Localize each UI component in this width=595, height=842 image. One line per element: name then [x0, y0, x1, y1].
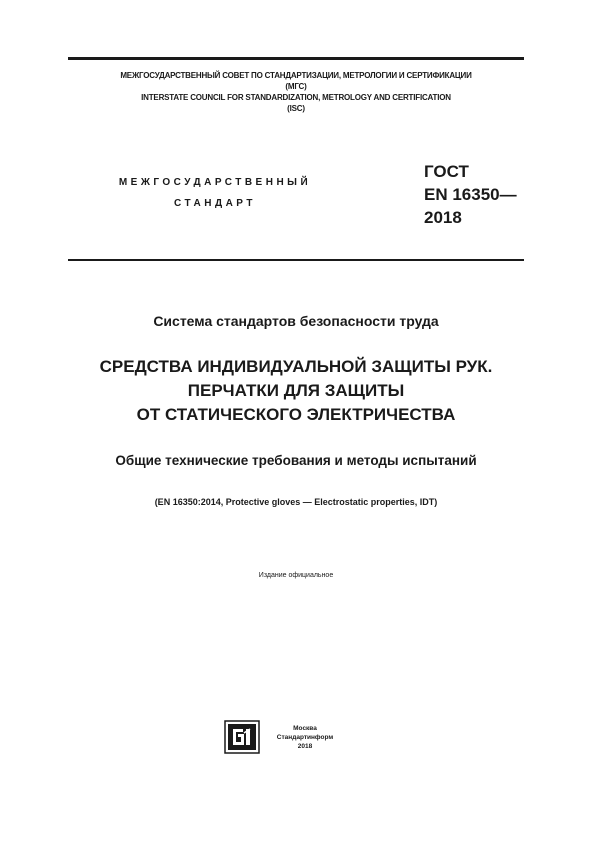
standard-type [100, 172, 330, 214]
main-title-line1: СРЕДСТВА ИНДИВИДУАЛЬНОЙ ЗАЩИТЫ РУК. [99, 357, 493, 376]
standard-designation [424, 160, 517, 229]
standartinform-logo-icon [224, 720, 260, 754]
designation-line1: ГОСТ [424, 162, 469, 181]
main-title [40, 355, 552, 427]
imprint [273, 724, 337, 751]
council-name-en: INTERSTATE COUNCIL FOR STANDARDIZATION, METROLOGY AND CERTIFICATION [141, 93, 451, 102]
main-title-line2: ПЕРЧАТКИ ДЛЯ ЗАЩИТЫ [187, 381, 405, 400]
system-title: Система стандартов безопасности труда [153, 313, 439, 329]
top-rule [68, 57, 524, 60]
designation-line3: 2018 [424, 208, 462, 227]
council-abbr-ru: (МГС) [285, 82, 307, 91]
designation-line2: EN 16350— [424, 185, 517, 204]
middle-rule [68, 259, 524, 261]
imprint-publisher: Стандартинформ [276, 734, 334, 741]
main-title-line3: ОТ СТАТИЧЕСКОГО ЭЛЕКТРИЧЕСТВА [136, 405, 456, 424]
council-abbr-en: (ISC) [287, 104, 305, 113]
standard-type-line1: МЕЖГОСУДАРСТВЕННЫЙ [118, 177, 312, 188]
standard-type-line2: СТАНДАРТ [174, 198, 256, 209]
edition-note: Издание официальное [258, 572, 334, 579]
equivalence-note: (EN 16350:2014, Protective gloves — Electrostatic properties, IDT) [154, 497, 438, 507]
council-header [68, 70, 524, 114]
imprint-city: Москва [293, 725, 317, 732]
council-name-ru: МЕЖГОСУДАРСТВЕННЫЙ СОВЕТ ПО СТАНДАРТИЗАЦИИ, МЕТРОЛОГИИ И СЕРТИФИКАЦИИ [120, 71, 472, 80]
imprint-year: 2018 [297, 743, 313, 750]
subtitle: Общие технические требования и методы испытаний [115, 453, 477, 468]
